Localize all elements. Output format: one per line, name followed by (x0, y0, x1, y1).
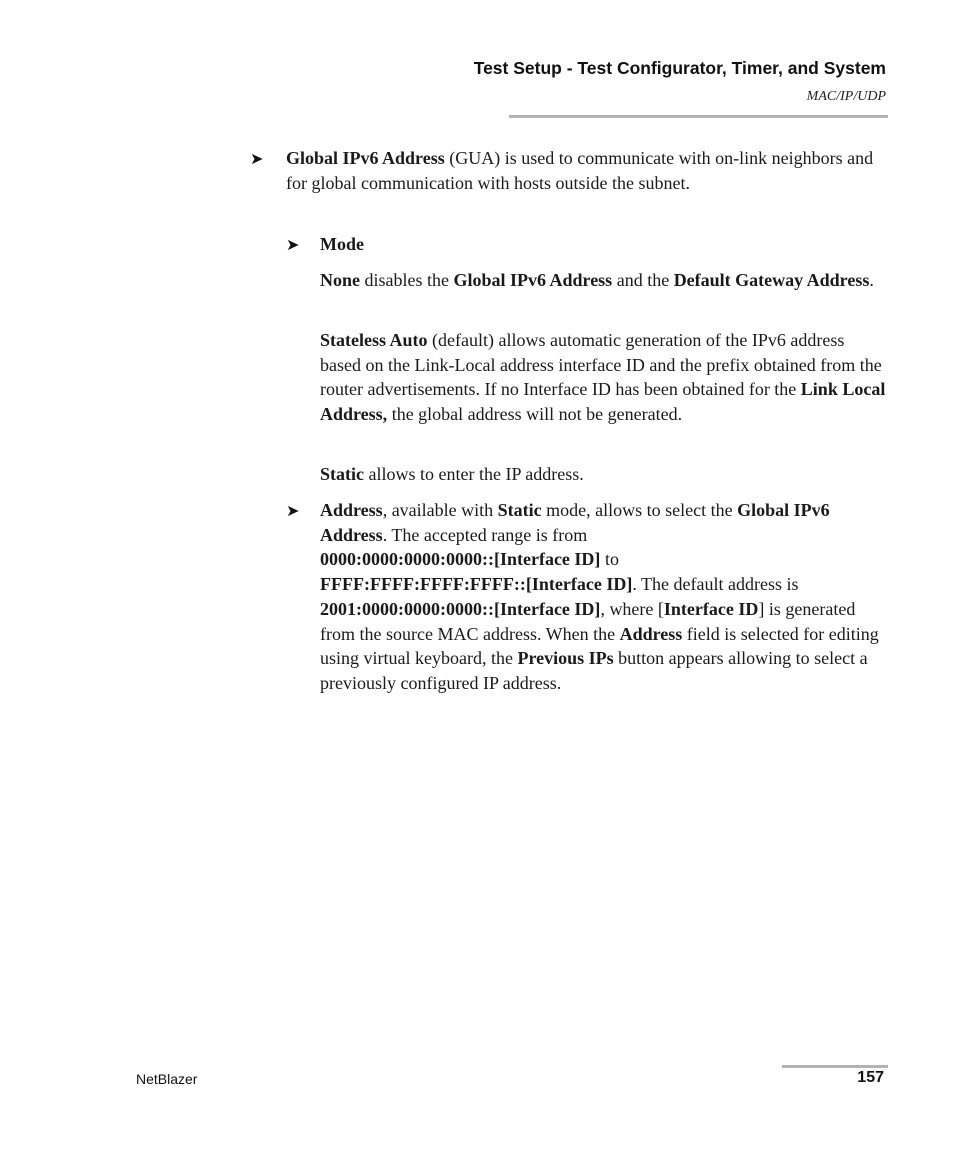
term-mode: Mode (320, 234, 364, 254)
mode-stateless-paragraph (320, 328, 886, 427)
term: Link Local Address, (320, 379, 886, 425)
text: allows to enter the IP address. (364, 464, 584, 484)
running-header-subtitle: MAC/IP/UDP (806, 89, 886, 104)
bullet-address (286, 498, 886, 696)
footer-rule (782, 1065, 888, 1068)
running-header-title: Test Setup - Test Configurator, Timer, and System (473, 58, 886, 78)
term: None (320, 270, 360, 290)
arrow-bullet-icon: ➤ (250, 149, 264, 168)
bullet-global-ipv6-address (250, 146, 890, 195)
term: 0000:0000:0000:0000::[Interface ID] (320, 549, 601, 570)
arrow-bullet-icon: ➤ (286, 501, 300, 520)
text: the global address will not be generated. (387, 404, 683, 425)
term: Default Gateway Address (673, 270, 870, 290)
term: Static (497, 500, 542, 520)
term: 2001:0000:0000:0000::[Interface ID] (320, 598, 601, 619)
text: and the (612, 270, 674, 290)
text: . The default address is (632, 574, 799, 595)
text: ] is generated from the source MAC address. When the (320, 598, 856, 644)
footer-product-name: NetBlazer (136, 1071, 198, 1087)
term: Previous IPs (517, 648, 614, 669)
global-ipv6-description (286, 146, 890, 195)
bullet-mode (286, 232, 886, 257)
mode-none-paragraph (320, 268, 886, 293)
term: Global IPv6 Address (453, 270, 613, 290)
term: Interface ID (663, 598, 759, 619)
header-rule (509, 115, 888, 118)
text: disables the (360, 270, 454, 290)
term: Address (619, 623, 683, 644)
mode-static-paragraph (320, 462, 886, 487)
term: Global IPv6 Address (320, 500, 830, 545)
text: , available with (382, 500, 498, 520)
text: to (600, 549, 619, 570)
term-global-ipv6-address: Global IPv6 Address (286, 148, 445, 168)
term: Static (320, 464, 364, 484)
mode-label (320, 232, 886, 257)
term: Stateless Auto (320, 330, 428, 350)
text: (default) allows automatic generation of the IPv6 address based on the Link-Local address interface ID and the prefix obtained from the router advertisements. If no Interface ID has been obtained for the (320, 330, 882, 400)
text: (GUA) is used to communicate with on-link neighbors and for global communication with hosts outside the subnet. (286, 148, 874, 193)
address-description (320, 498, 886, 696)
text: , where [ (600, 598, 664, 619)
page-number: 157 (857, 1069, 884, 1086)
text: field is selected for editing using virtual keyboard, the (320, 623, 879, 669)
term: FFFF:FFFF:FFFF:FFFF::[Interface ID] (320, 574, 633, 595)
term: Address (320, 500, 383, 520)
text: . The accepted range is from (382, 524, 588, 545)
text: button appears allowing to select a previously configured IP address. (320, 648, 868, 693)
arrow-bullet-icon: ➤ (286, 235, 300, 254)
text: mode, allows to select the (541, 500, 738, 520)
text: . (869, 270, 874, 290)
